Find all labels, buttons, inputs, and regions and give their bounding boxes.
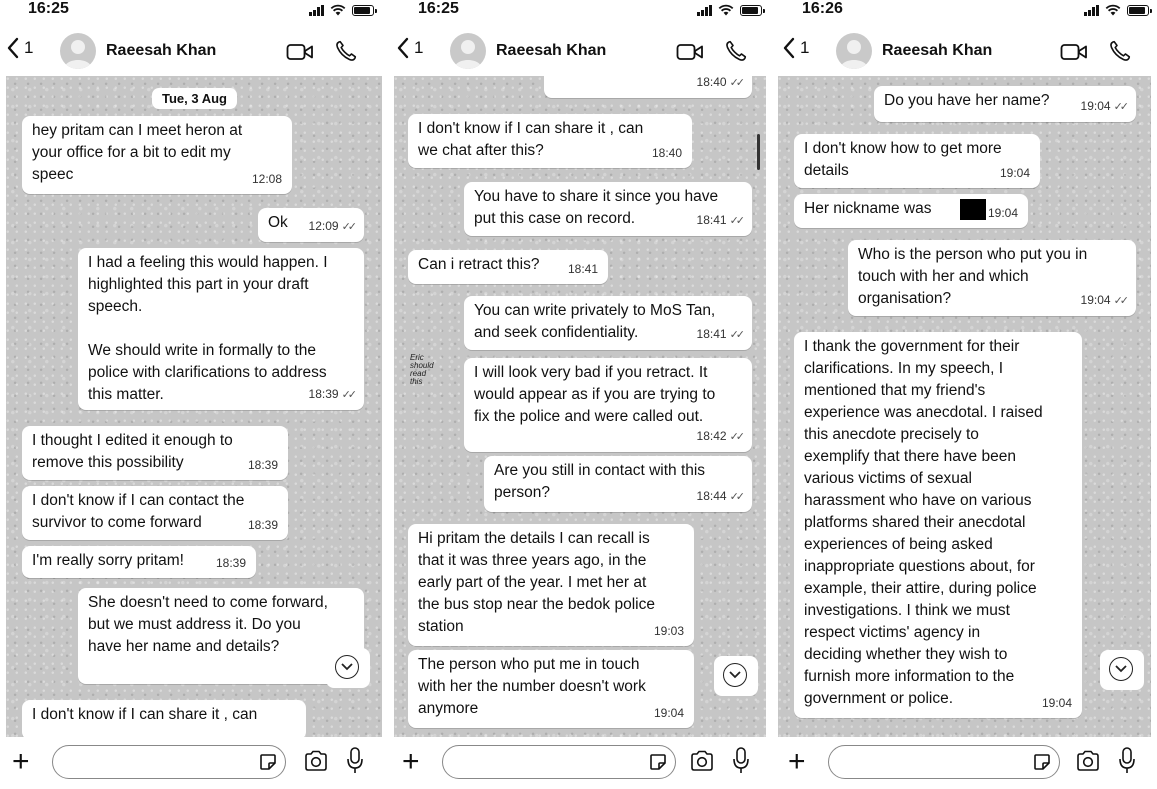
signal-icon	[1084, 5, 1099, 16]
message-time: 18:40 ✓✓	[696, 76, 742, 89]
message-bubble-outgoing[interactable]	[78, 588, 364, 684]
avatar[interactable]	[836, 33, 872, 69]
message-bubble-incoming[interactable]	[22, 546, 256, 578]
video-camera-icon[interactable]	[676, 42, 704, 62]
message-text: Hi pritam the details I can recall is that it was three years ago, in the early part of the year. I met her at the bus stop near the bedok police station	[418, 530, 655, 635]
person-silhouette-icon	[60, 33, 96, 69]
message-text: I don't know how to get more details	[804, 140, 1002, 179]
read-ticks-icon: ✓✓	[729, 431, 742, 443]
chevron-left-icon	[782, 37, 796, 59]
contact-name[interactable]: Raeesah Khan	[106, 42, 217, 59]
message-bubble-outgoing[interactable]	[78, 248, 364, 410]
message-text: You can write privately to MoS Tan, and seek confidentiality.	[474, 302, 716, 341]
wifi-icon	[330, 4, 346, 16]
avatar[interactable]	[60, 33, 96, 69]
date-chip: Tue, 3 Aug	[152, 88, 237, 109]
status-icons	[1084, 4, 1149, 16]
video-camera-icon[interactable]	[1060, 42, 1088, 62]
read-ticks-icon: ✓✓	[1113, 101, 1126, 113]
message-time: 18:39 ✓✓	[308, 387, 354, 401]
sticker-icon[interactable]	[1033, 753, 1051, 771]
contact-name[interactable]: Raeesah Khan	[882, 42, 993, 59]
message-bubble-incoming[interactable]	[22, 700, 306, 737]
message-bubble-incoming[interactable]	[408, 650, 694, 728]
message-time: 19:04 ✓✓	[1080, 99, 1126, 113]
read-ticks-icon: ✓✓	[729, 77, 742, 89]
message-text: I'm really sorry pritam!	[32, 552, 184, 569]
back-button[interactable]	[396, 37, 423, 59]
composer-bar	[390, 737, 770, 789]
message-bubble-incoming[interactable]	[794, 332, 1082, 718]
composer-bar	[0, 737, 382, 789]
message-time: 19:04	[1041, 696, 1072, 710]
message-bubble-incoming[interactable]	[408, 114, 692, 168]
message-bubble-outgoing[interactable]	[464, 182, 752, 236]
message-bubble-incoming[interactable]	[408, 250, 608, 284]
message-text: I will look very bad if you retract. It would appear as if you are trying to fix the police and were called out.	[474, 364, 716, 425]
message-time: 19:03	[653, 624, 684, 638]
message-bubble-incoming[interactable]	[408, 524, 694, 646]
read-ticks-icon: ✓✓	[729, 215, 742, 227]
message-text: hey pritam can I meet heron at your office for a bit to edit my speec	[32, 122, 243, 183]
message-text: I don't know if I can contact the survivor to come forward	[32, 492, 245, 531]
message-time: 18:39	[215, 556, 246, 570]
status-icons	[697, 4, 762, 16]
message-text: She doesn't need to come forward, but we must address it. Do you have her name and details?	[88, 594, 328, 655]
microphone-icon[interactable]	[732, 747, 750, 775]
message-bubble-incoming[interactable]	[794, 134, 1040, 188]
message-time: 19:04	[653, 706, 684, 720]
message-time: 18:40	[651, 146, 682, 160]
message-bubble-outgoing[interactable]	[848, 240, 1136, 316]
read-ticks-icon: ✓✓	[341, 389, 354, 401]
message-input[interactable]	[52, 745, 286, 779]
message-text: Can i retract this?	[418, 256, 540, 273]
message-text: I thought I edited it enough to remove this possibility	[32, 432, 233, 471]
message-time: 18:39	[247, 518, 278, 532]
chat-header	[0, 30, 382, 74]
scroll-to-bottom-button[interactable]	[714, 656, 758, 696]
signal-icon	[697, 5, 712, 16]
plus-icon[interactable]: +	[402, 745, 420, 778]
message-text: I thank the government for their clarifications. In my speech, I mentioned that my friend's experience was anecdotal. I raised this anecdote precisely to exemplify that there have been various victims of sexual harassment who have on various platforms shared their anecdotal experiences of being asked inappropriate questions about, for example, their attire, during police investigations. I think we must respect victims' agency in deciding whether they wish to furnish more information to the government or police.	[804, 338, 1043, 707]
back-button[interactable]	[782, 37, 809, 59]
composer-bar	[776, 737, 1157, 789]
handwritten-annotation: Eric should read this	[410, 353, 434, 386]
message-time: 18:42 ✓✓	[696, 429, 742, 443]
chat-header	[776, 30, 1157, 74]
camera-icon[interactable]	[1076, 750, 1100, 772]
message-text: Who is the person who put you in touch with her and which organisation?	[858, 246, 1088, 307]
message-text: I had a feeling this would happen. I highlighted this part in your draft speech. We should write in formally to the police with clarifications to address this matter.	[88, 254, 328, 403]
microphone-icon[interactable]	[1118, 747, 1136, 775]
camera-icon[interactable]	[690, 750, 714, 772]
message-time: 19:04 ✓✓	[1080, 293, 1126, 307]
person-silhouette-icon	[450, 33, 486, 69]
back-button[interactable]	[6, 37, 33, 59]
read-ticks-icon: ✓✓	[341, 221, 354, 233]
message-bubble-outgoing[interactable]	[464, 296, 752, 350]
status-icons	[309, 4, 374, 16]
contact-name[interactable]: Raeesah Khan	[496, 42, 607, 59]
phone-icon[interactable]	[1108, 39, 1132, 63]
status-bar	[390, 0, 770, 26]
status-bar	[0, 0, 382, 26]
sticker-icon[interactable]	[649, 753, 667, 771]
message-bubble-outgoing[interactable]	[544, 76, 752, 98]
back-count: 1	[24, 38, 34, 57]
message-time: 12:09 ✓✓	[308, 219, 354, 233]
message-list[interactable]	[6, 76, 382, 737]
camera-icon[interactable]	[304, 750, 328, 772]
phone-icon[interactable]	[724, 39, 748, 63]
message-time: 18:41 ✓✓	[696, 213, 742, 227]
read-ticks-icon: ✓✓	[729, 491, 742, 503]
read-ticks-icon: ✓✓	[1113, 295, 1126, 307]
message-input[interactable]	[828, 745, 1060, 779]
plus-icon[interactable]: +	[788, 745, 806, 778]
message-bubble-incoming[interactable]	[22, 116, 292, 194]
chevron-left-icon	[396, 37, 410, 59]
status-time: 16:25	[28, 0, 69, 17]
message-time: 19:04	[999, 166, 1030, 180]
message-text: The person who put me in touch with her the number doesn't work anymore	[418, 656, 646, 717]
message-time: 19:04	[987, 206, 1018, 220]
wifi-icon	[1105, 4, 1121, 16]
status-time: 16:25	[418, 0, 459, 17]
message-time: 18:39	[247, 458, 278, 472]
back-count: 1	[414, 38, 424, 57]
avatar[interactable]	[450, 33, 486, 69]
message-bubble-outgoing[interactable]	[258, 208, 364, 242]
status-bar	[776, 0, 1157, 26]
message-time: 18:44 ✓✓	[696, 489, 742, 503]
person-silhouette-icon	[836, 33, 872, 69]
back-count: 1	[800, 38, 810, 57]
microphone-icon[interactable]	[346, 747, 364, 775]
message-bubble-incoming[interactable]	[22, 486, 288, 540]
phone-icon[interactable]	[334, 39, 358, 63]
message-bubble-outgoing[interactable]	[464, 358, 752, 452]
plus-icon[interactable]: +	[12, 745, 30, 778]
chat-header	[390, 30, 770, 74]
signal-icon	[309, 5, 324, 16]
message-list[interactable]	[394, 76, 766, 737]
sticker-icon[interactable]	[259, 753, 277, 771]
read-ticks-icon: ✓✓	[729, 329, 742, 341]
chat-screen-1	[0, 0, 382, 789]
scroll-to-bottom-button[interactable]	[326, 648, 370, 688]
message-text: Do you have her name?	[884, 92, 1050, 109]
message-bubble-incoming[interactable]	[794, 194, 1028, 228]
message-bubble-incoming[interactable]	[22, 426, 288, 480]
battery-icon	[1127, 5, 1149, 16]
message-text: I don't know if I can share it , can we chat after this?	[418, 120, 644, 159]
message-bubble-outgoing[interactable]	[484, 456, 752, 512]
message-text: You have to share it since you have put this case on record.	[474, 188, 719, 227]
message-time: 18:41	[567, 262, 598, 276]
message-text: Ok	[268, 214, 288, 231]
wifi-icon	[718, 4, 734, 16]
message-time: 18:41 ✓✓	[696, 327, 742, 341]
message-text: Are you still in contact with this person?	[494, 462, 706, 501]
video-camera-icon[interactable]	[286, 42, 314, 62]
redacted-block	[960, 199, 986, 220]
message-bubble-outgoing[interactable]	[874, 86, 1136, 122]
message-text: I don't know if I can share it , can	[32, 706, 258, 723]
message-time: 12:08	[251, 172, 282, 186]
message-list[interactable]	[778, 76, 1151, 737]
scroll-to-bottom-button[interactable]	[1100, 650, 1144, 690]
chat-screen-2	[390, 0, 770, 789]
status-time: 16:26	[802, 0, 843, 17]
chat-screen-3	[776, 0, 1157, 789]
message-text: Her nickname was	[804, 200, 932, 217]
battery-icon	[352, 5, 374, 16]
scrollbar[interactable]	[757, 134, 760, 170]
message-input[interactable]	[442, 745, 676, 779]
battery-icon	[740, 5, 762, 16]
chevron-left-icon	[6, 37, 20, 59]
